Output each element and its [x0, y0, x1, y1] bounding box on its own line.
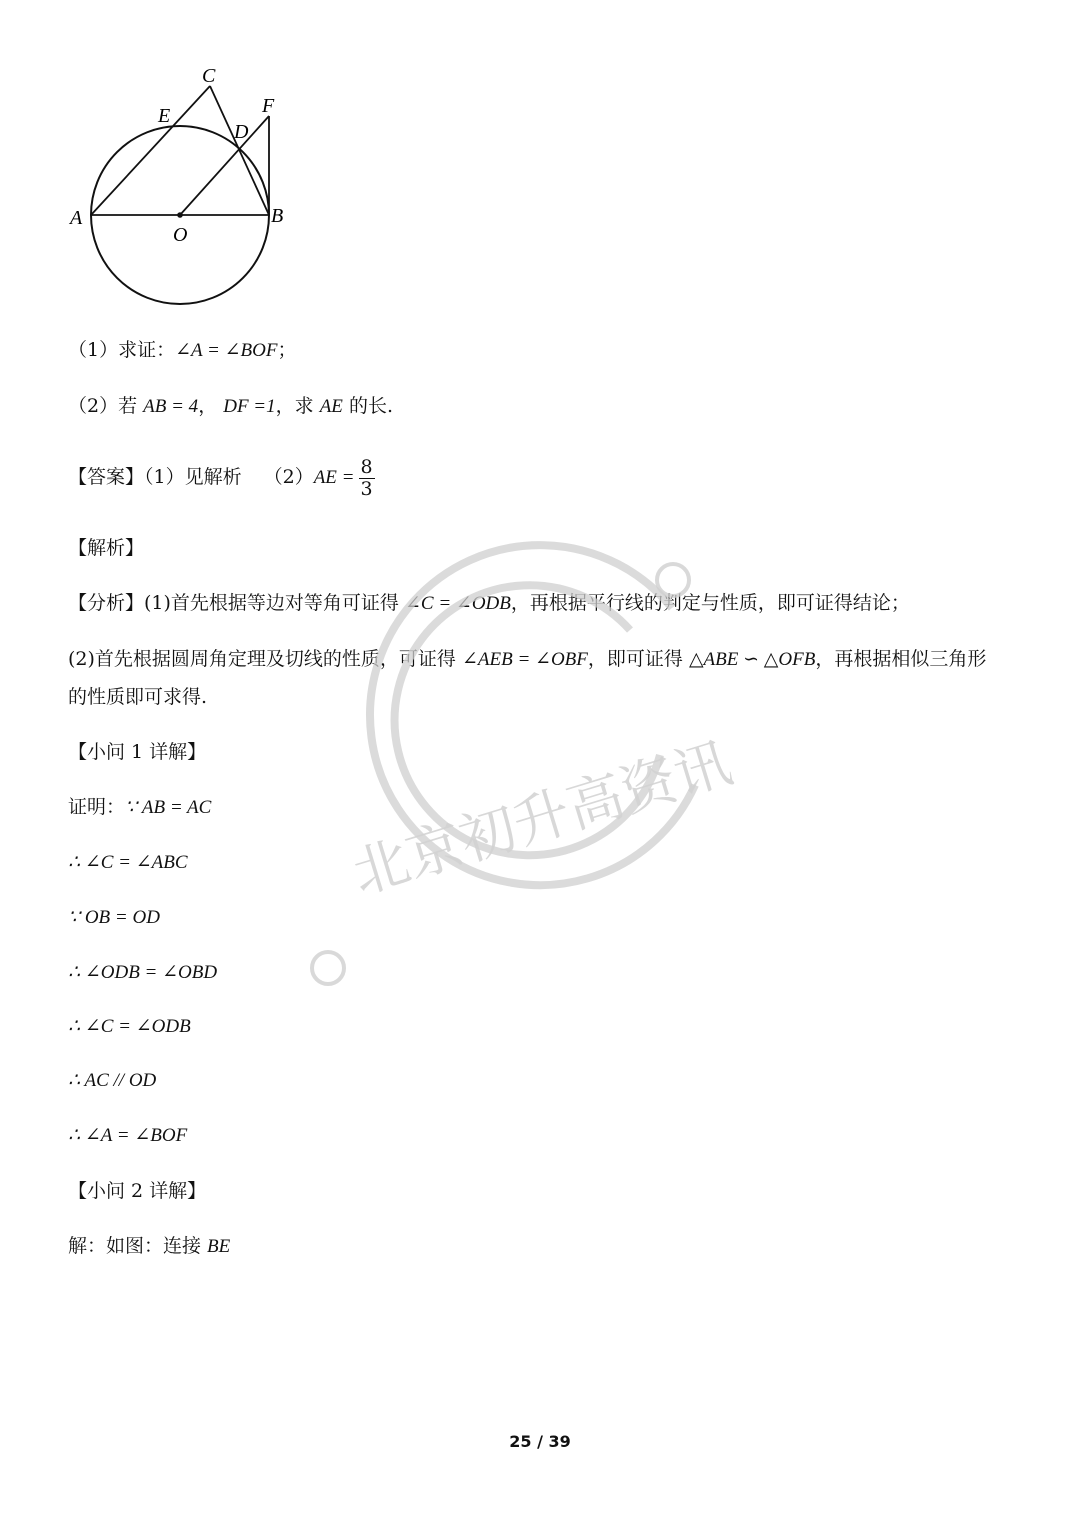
label-d: D — [234, 121, 249, 143]
center-point — [177, 212, 183, 218]
proof-step: ∴ ∠A = ∠BOF — [68, 1125, 188, 1146]
solution-line: 解：如图：连接 BE — [68, 1235, 231, 1257]
proof-step: ∴ ∠ODB = ∠OBD — [68, 962, 218, 983]
proof-step: ∴ AC // OD — [68, 1070, 157, 1091]
detail-1-header: 【小问 1 详解】 — [68, 741, 207, 763]
answer-line: 【答案】（1）见解析 （2）AE = $\frac{8}{3}$ — [68, 455, 373, 500]
label-c: C — [202, 65, 216, 87]
answer-fraction: $\frac{8}{3}$ — [360, 455, 373, 500]
analysis-part-2: (2)首先根据圆周角定理及切线的性质，可证得 ∠AEB = ∠OBF，即可证得 △ABE ∽ △OFB，再根据相似三角形 — [68, 648, 987, 670]
watermark-text: 北京初升高资讯 — [345, 730, 739, 908]
label-e: E — [158, 105, 171, 127]
proof-step: ∴ ∠C = ∠ABC — [68, 852, 188, 873]
analysis-part-1: 【分析】(1)首先根据等边对等角可证得 ∠C = ∠ODB，再根据平行线的判定与性质，即可证得结论； — [68, 592, 910, 614]
proof-step: 证明：∵ AB = AC — [68, 796, 212, 818]
segment-of — [180, 116, 269, 215]
label-b: B — [271, 205, 284, 227]
analysis-header: 【解析】 — [68, 537, 145, 559]
analysis-part-2-cont: 的性质即可求得. — [68, 686, 208, 708]
geometry-figure — [60, 58, 310, 318]
proof-step: ∵ OB = OD — [68, 907, 160, 928]
page-number: 25 / 39 — [509, 1432, 571, 1451]
question-1: （1）求证：∠A = ∠BOF； — [68, 339, 297, 361]
label-a: A — [70, 207, 83, 229]
segment-ac — [91, 86, 210, 215]
question-2: （2）若 AB = 4， DF =1，求 AE 的长. — [68, 395, 393, 417]
segment-cb — [210, 86, 269, 215]
label-f: F — [262, 95, 275, 117]
proof-step: ∴ ∠C = ∠ODB — [68, 1016, 191, 1037]
label-o: O — [173, 224, 188, 246]
detail-2-header: 【小问 2 详解】 — [68, 1180, 207, 1202]
